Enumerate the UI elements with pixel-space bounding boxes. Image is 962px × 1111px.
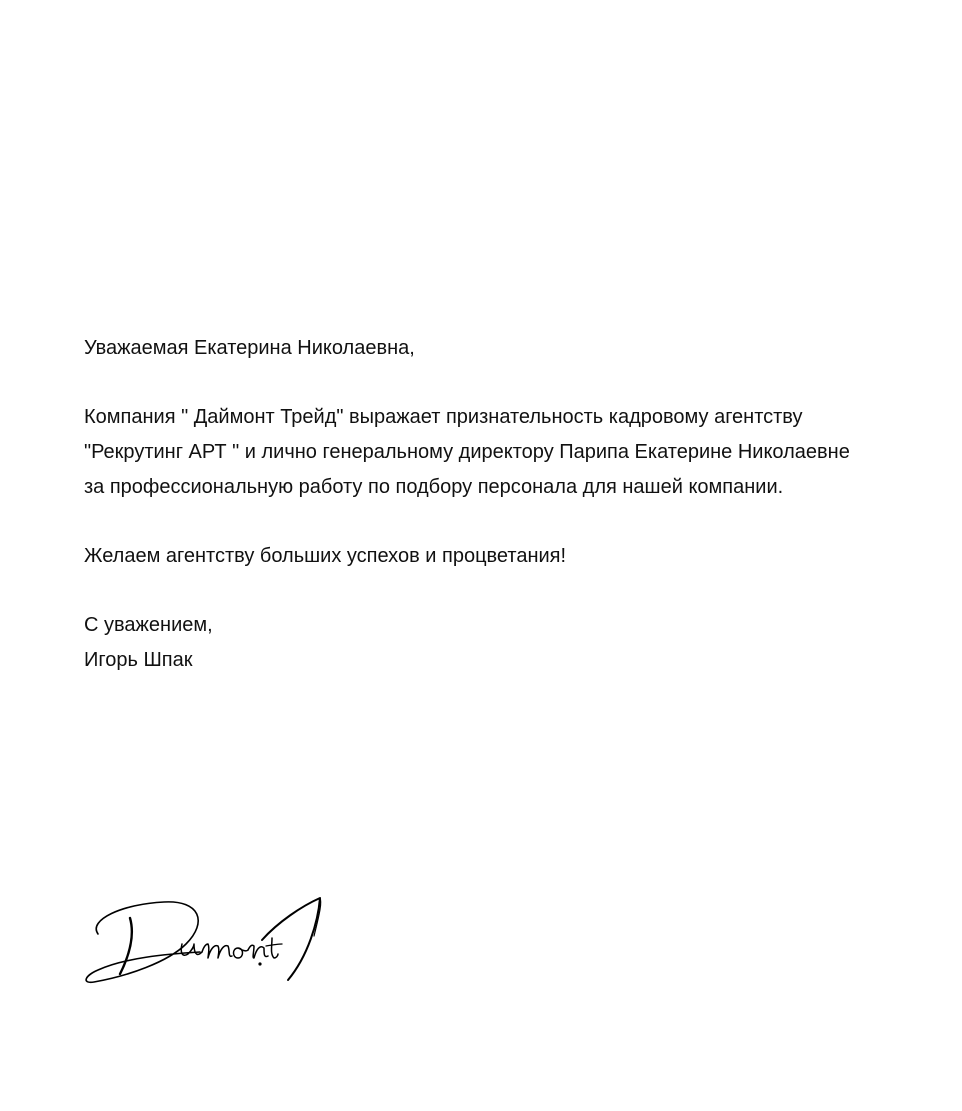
- letter-body: [84, 331, 874, 678]
- signoff-block: [84, 608, 874, 678]
- handwritten-signature: [82, 892, 332, 992]
- sender-name: Игорь Шпак: [84, 649, 193, 671]
- main-paragraph: Компания " Даймонт Трейд" выражает признательность кадровому агентству "Рекрутинг АРТ " и лично генеральному директору Парипа Екатерине Николаевне за профессиональную работу по подбору персонала для нашей компании.: [84, 406, 850, 498]
- closing-line: С уважением,: [84, 614, 213, 636]
- wishes-paragraph: Желаем агентству больших успехов и процветания!: [84, 545, 567, 567]
- greeting: Уважаемая Екатерина Николаевна,: [84, 337, 415, 359]
